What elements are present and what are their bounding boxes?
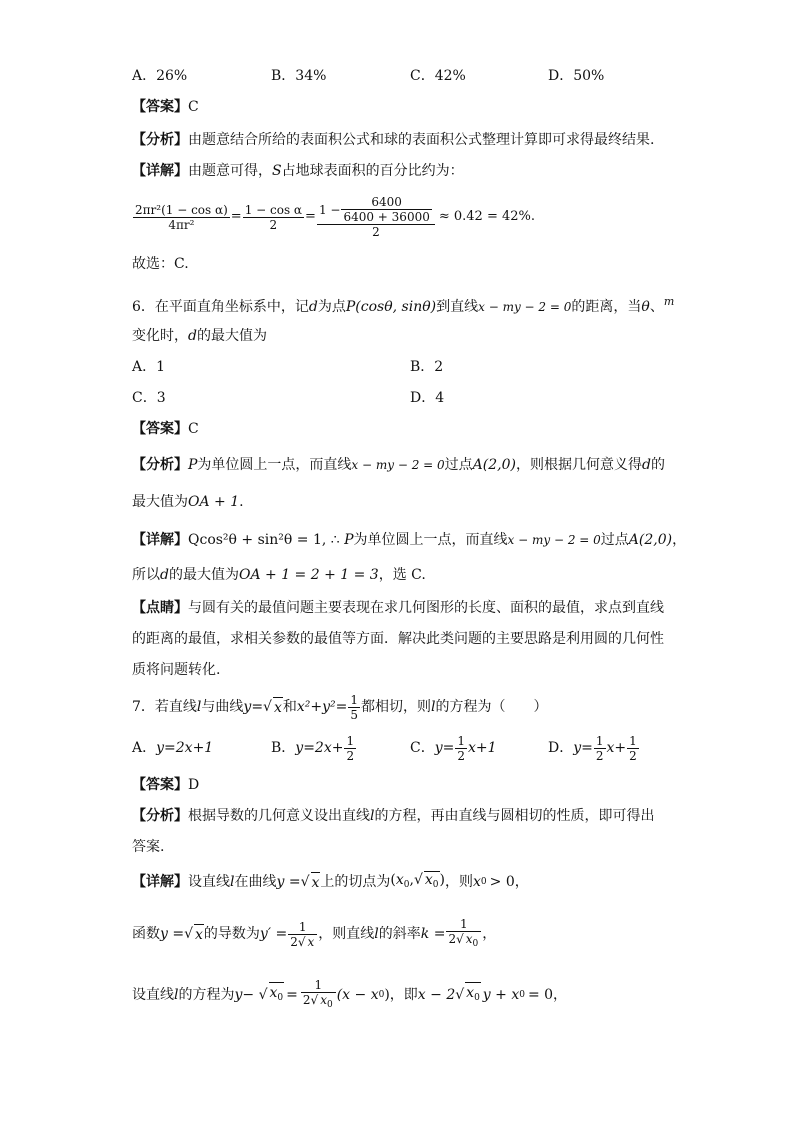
frac-half — [627, 734, 639, 763]
frac-num: 1 — [346, 733, 355, 748]
frac-den: 2 — [595, 748, 604, 763]
q6-detail-line1 — [132, 530, 686, 550]
analysis-text: 由题意结合所给的表面积公式和球的表面积公式整理计算即可求得最终结果. — [188, 132, 655, 148]
sqrt-content — [465, 931, 480, 949]
var-x: x — [466, 985, 475, 1001]
var-l: l — [370, 808, 375, 824]
frac-num: 6400 — [341, 195, 431, 210]
stem-text: 7．若直线 — [132, 699, 197, 715]
frac-den: 4πr² — [168, 217, 195, 232]
detail-text: 过点 — [600, 532, 629, 548]
circle: x²+y²= — [296, 699, 348, 715]
detail-text: 设直线 — [188, 874, 230, 890]
frac-slope — [446, 917, 481, 951]
var-m: m — [663, 295, 675, 308]
q7-detail-line2 — [132, 916, 496, 952]
q5-option-a: A．26% — [132, 68, 188, 84]
frac-tangent — [301, 978, 336, 1012]
detail-text: 的最大值为 — [168, 567, 239, 583]
paren: ) — [384, 987, 390, 1003]
detail-text: > 0， — [489, 874, 529, 890]
q7-option-b — [271, 733, 357, 763]
q7-stem — [132, 694, 548, 720]
detail-text: ，选 C. — [378, 567, 426, 583]
sqrt-sign: √ — [300, 874, 310, 890]
q6-note-line3: 质将问题转化. — [132, 662, 221, 678]
detail-text: = 0， — [527, 987, 568, 1003]
analysis-tag: 【分析】 — [132, 808, 188, 824]
frac-num: 1 — [446, 917, 481, 932]
option-label: C． — [410, 740, 435, 756]
q6-option-c: C．3 — [132, 390, 166, 406]
stem-text: 的最大值为 — [196, 328, 267, 344]
point-a: A(2,0) — [628, 532, 673, 548]
q7-detail-line1 — [132, 870, 529, 894]
expr: x − 2 — [417, 987, 456, 1003]
frac-3 — [317, 195, 435, 239]
q5-formula — [132, 192, 535, 242]
q6-stem-line1 — [132, 292, 674, 317]
q5-answer — [132, 97, 199, 117]
frac-num: 1 — [595, 733, 604, 748]
frac-den: 2√ $x_0$ — [302, 993, 333, 1010]
sqrt-sign: √ — [184, 926, 194, 942]
var-x: x — [269, 985, 278, 1001]
q7-analysis-line2: 答案. — [132, 839, 165, 855]
q5-choose: 故选：C. — [132, 256, 189, 272]
stem-text: 6．在平面直角坐标系中，记 — [132, 299, 309, 315]
sqrt-content: x — [311, 872, 321, 893]
equals: = — [286, 987, 298, 1003]
frac-num: 2πr²(1 − cos α) — [135, 202, 228, 217]
q6-note-line2: 的距离的最值，求相关参数的最值等方面．解决此类问题的主要思路是利用圆的几何性 — [132, 631, 664, 647]
var-d: d — [641, 457, 651, 473]
sqrt-content: x — [194, 924, 204, 945]
sub-0: 0 — [378, 990, 385, 1000]
option-expr: y=2x+1 — [156, 740, 214, 756]
var-l: l — [431, 699, 436, 715]
var-p: P — [344, 532, 354, 548]
frac-den: 2 — [457, 748, 465, 763]
sub-0: 0 — [326, 1000, 333, 1010]
q6-answer — [132, 419, 199, 439]
two: 2 — [448, 932, 457, 946]
expr: (x − x — [336, 987, 379, 1003]
point-p: P(cosθ, sinθ) — [345, 299, 437, 315]
var-d: d — [188, 328, 197, 344]
equals: = — [305, 209, 316, 224]
tangent-point: ($x_0,√$ $x_0$) — [390, 871, 445, 890]
detail-text: 为单位圆上一点，而直线 — [353, 532, 508, 548]
period: . — [530, 209, 536, 224]
frac-derivative — [288, 920, 317, 949]
answer-tag: 【答案】 — [132, 99, 188, 115]
sqrt-content — [465, 982, 481, 1008]
var-s: S — [272, 163, 282, 179]
option-expr: x+ — [606, 740, 627, 756]
sub-0: 0 — [519, 990, 525, 1000]
frac-den: 2 — [372, 225, 380, 239]
var-d: d — [160, 567, 169, 583]
analysis-text: 的 — [650, 457, 665, 473]
frac-den: 6400 + 36000 — [343, 210, 430, 224]
frac-half — [594, 734, 606, 763]
option-expr: y= — [573, 740, 593, 756]
var-l: l — [230, 874, 235, 890]
answer-value: D — [188, 777, 200, 793]
detail-text: ，即 — [389, 987, 418, 1003]
detail-text: 的方程为 — [178, 987, 235, 1003]
stem-text: 到直线 — [436, 299, 479, 315]
note-text: 与圆有关的最值问题主要表现在求几何图形的长度、面积的最值，求点到直线 — [188, 600, 664, 616]
slope-k: k = — [420, 926, 446, 942]
analysis-text: 过点 — [444, 457, 473, 473]
frac-num: 1 — [457, 733, 465, 748]
q6-note-line1 — [132, 598, 664, 618]
sqrt-content — [424, 871, 440, 888]
detail-tag: 【详解】 — [132, 874, 188, 890]
line-eq: x − my − 2 = 0 — [507, 533, 601, 547]
sqrt-content: x — [307, 934, 315, 949]
q5-analysis — [132, 130, 654, 150]
option-expr: y= — [434, 740, 455, 756]
sub-0: 0 — [480, 877, 487, 887]
q6-option-b: B．2 — [410, 359, 444, 375]
inner-frac — [341, 195, 431, 224]
q7-option-c — [410, 733, 497, 763]
sqrt-content: x — [273, 697, 283, 718]
stem-text: 变化时， — [132, 328, 188, 344]
sub-0: 0 — [403, 879, 410, 890]
q5-option-c: C．42% — [410, 68, 466, 84]
frac-den: 2√ x — [290, 934, 315, 949]
derivative: y′ = — [259, 926, 288, 942]
separator: 、 — [649, 299, 664, 315]
sub-0: 0 — [277, 993, 284, 1003]
detail-text: 设直线 — [132, 987, 174, 1003]
stem-text: 与曲线 — [201, 699, 244, 715]
frac-half — [455, 734, 467, 763]
frac-circle — [348, 693, 360, 722]
frac-2 — [243, 203, 304, 232]
frac-num: 1 − cos α — [244, 202, 303, 217]
curve: y= — [243, 699, 264, 715]
var-p: P — [188, 457, 198, 473]
var-x: x — [320, 993, 327, 1007]
q5-option-d: D．50% — [548, 68, 605, 84]
sqrt-content — [269, 982, 285, 1008]
note-tag: 【点睛】 — [132, 600, 188, 616]
option-expr: y=2x+ — [295, 740, 344, 756]
detail-text: ， — [672, 532, 687, 548]
frac-num — [317, 195, 435, 225]
option-expr: x+1 — [468, 740, 497, 756]
sub-0: 0 — [432, 879, 439, 890]
detail-text: ， — [482, 926, 497, 942]
analysis-text: 最大值为 — [132, 494, 188, 510]
detail-text: 的斜率 — [378, 926, 421, 942]
option-label: A． — [132, 740, 157, 756]
detail-text: 的导数为 — [203, 926, 260, 942]
detail-text: ，则 — [445, 874, 473, 890]
two: 2 — [290, 934, 298, 949]
var-l: l — [374, 926, 379, 942]
line-eq: x − my − 2 = 0 — [351, 458, 445, 472]
detail-text: 在曲线 — [234, 874, 277, 890]
answer-tag: 【答案】 — [132, 777, 188, 793]
q7-option-a — [132, 736, 213, 760]
var-d: d — [308, 299, 318, 315]
detail-text: 占地球表面积的百分比约为： — [281, 163, 464, 179]
frac-den: 5 — [350, 707, 359, 722]
sqrt-sign: √ — [263, 699, 272, 715]
frac-num: 1 — [629, 733, 637, 748]
frac-half — [344, 734, 356, 763]
q6-analysis-line2 — [132, 492, 244, 512]
detail-text: 由题意可得， — [188, 163, 272, 179]
detail-text: 函数 — [132, 926, 160, 942]
analysis-text: 根据导数的几何意义设出直线 — [188, 808, 370, 824]
curve: y = — [160, 926, 185, 942]
expr: y + x — [482, 987, 520, 1003]
stem-text: 的方程为（ ） — [435, 699, 548, 715]
frac-den: 2 — [346, 748, 355, 763]
detail-text: 所以 — [132, 567, 160, 583]
q6-analysis-line1 — [132, 455, 665, 475]
curve: y = — [276, 874, 301, 890]
q7-answer — [132, 775, 199, 795]
sub-0: 0 — [472, 939, 479, 949]
two: 2 — [302, 993, 311, 1007]
var-x: x — [465, 932, 473, 946]
detail-text: ，则直线 — [318, 926, 375, 942]
q5-detail — [132, 161, 464, 181]
stem-text: 的距离，当 — [571, 299, 642, 315]
option-label: D． — [548, 740, 574, 756]
period: . — [239, 494, 244, 510]
q7-option-d — [548, 733, 640, 763]
var-x: x — [473, 874, 481, 890]
detail-tag: 【详解】 — [132, 163, 188, 179]
frac-num: 1 — [288, 920, 317, 935]
var-theta: θ — [641, 299, 650, 315]
analysis-text: 的方程，再由直线与圆相切的性质，即可得出 — [374, 808, 655, 824]
detail-tag: 【详解】 — [132, 532, 188, 548]
analysis-text: 为单位圆上一点，而直线 — [197, 457, 352, 473]
var-x: x — [424, 871, 433, 888]
answer-tag: 【答案】 — [132, 421, 188, 437]
sub-0: 0 — [474, 993, 480, 1003]
stem-text: 和 — [282, 699, 297, 715]
sqrt-content — [319, 992, 334, 1010]
stem-text: 为点 — [317, 299, 346, 315]
expr: OA + 1 = 2 + 1 = 3 — [238, 567, 379, 583]
q7-detail-line3: 设直线 l 的方程为 y − √ $x_0$ = $\frac{1}{2√ x_0}$ (x − x 0 ) ，即 x − 2 √ $x_0$ y + x 0 = 0， — [132, 978, 568, 1010]
frac-den: 2√ $x_0$ — [448, 932, 479, 949]
var-l: l — [196, 699, 202, 715]
analysis-tag: 【分析】 — [132, 457, 188, 473]
var-x: x — [395, 871, 404, 888]
q5-option-b: B．34% — [271, 68, 327, 84]
one-minus: 1 − — [318, 202, 341, 217]
expr: OA + 1 — [188, 494, 240, 510]
detail-text: 上的切点为 — [320, 874, 391, 890]
answer-value: C — [188, 421, 199, 437]
q6-option-a: A．1 — [132, 359, 166, 375]
frac-den: 2 — [269, 217, 278, 232]
frac-num: 1 — [301, 978, 336, 993]
var-l: l — [174, 987, 179, 1003]
approx-result: ≈ 0.42 = 42% — [438, 209, 531, 224]
q7-analysis-line1 — [132, 806, 654, 826]
var-y: y — [234, 987, 243, 1003]
line-eq: x − my − 2 = 0 — [478, 300, 572, 314]
q6-stem-line2 — [132, 326, 267, 346]
point-a: A(2,0) — [472, 457, 516, 473]
frac-den: 2 — [629, 748, 637, 763]
q6-option-d: D．4 — [410, 390, 445, 406]
expr: Qcos²θ + sin²θ = 1, ∴ — [188, 532, 345, 548]
answer-value: C — [188, 99, 199, 115]
q6-detail-line2 — [132, 565, 426, 585]
frac-1 — [133, 203, 230, 232]
option-label: B． — [271, 740, 296, 756]
stem-text: 都相切，则 — [361, 699, 432, 715]
equals: = — [230, 209, 242, 224]
frac-num: 1 — [350, 692, 359, 707]
analysis-tag: 【分析】 — [132, 132, 188, 148]
analysis-text: ，则根据几何意义得 — [515, 457, 642, 473]
